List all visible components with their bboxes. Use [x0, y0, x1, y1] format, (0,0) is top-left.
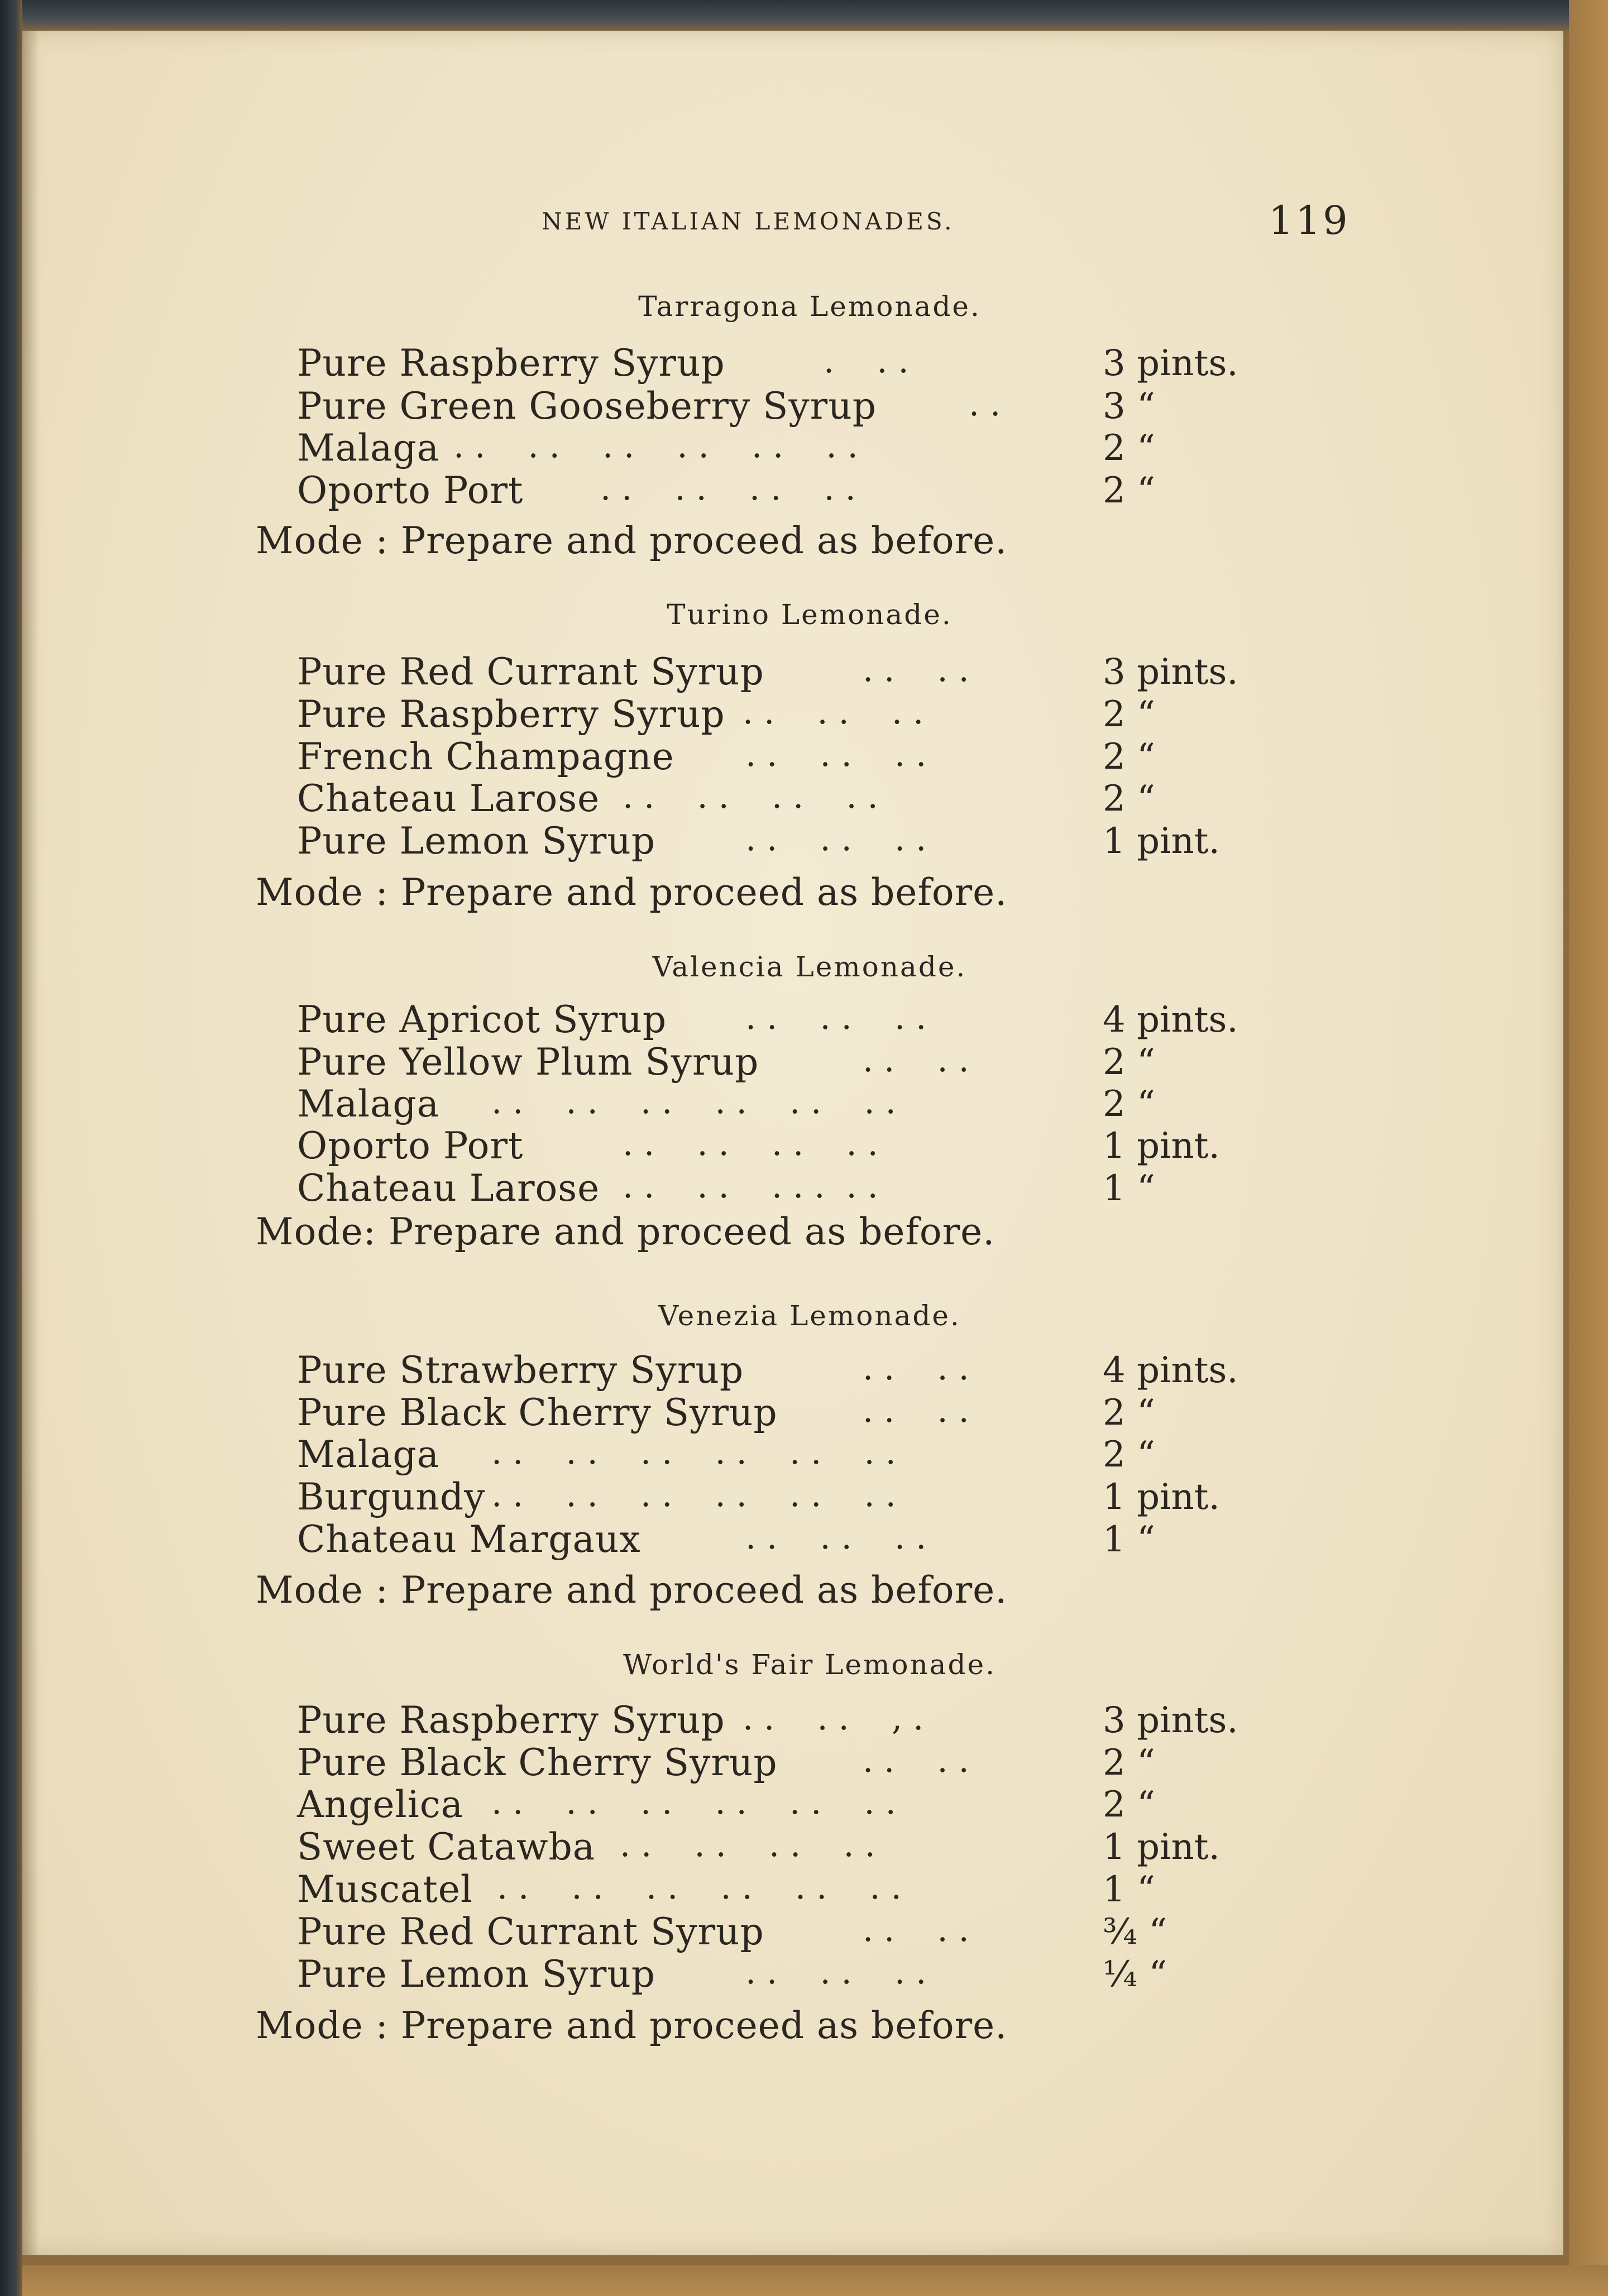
ingredient-name: Sweet Catawba [297, 1825, 596, 1868]
ingredient-quantity: 1 “ [1103, 1869, 1155, 1910]
mode-instruction: Mode : Prepare and proceed as before. [256, 871, 1008, 914]
ingredient-quantity: 1 pint. [1103, 1477, 1220, 1518]
ingredient-name: Pure Black Cherry Syrup [297, 1391, 778, 1434]
leader-dots: . . . . . . . . . . . . [491, 1475, 896, 1514]
ingredient-quantity: 2 “ [1103, 1742, 1155, 1784]
ingredient-quantity: 3 “ [1103, 386, 1155, 427]
leader-dots: . . . . . . . . . . . . [497, 1868, 902, 1907]
ingredient-quantity: 1 “ [1103, 1168, 1155, 1209]
ingredient-quantity: 2 “ [1103, 736, 1155, 778]
ingredient-name: Pure Red Currant Syrup [297, 650, 764, 693]
ingredient-row [0, 1433, 1608, 1475]
leader-dots: . . . . [863, 650, 969, 689]
ingredient-row [0, 650, 1608, 693]
ingredient-row [0, 1741, 1608, 1784]
leader-dots: . . . . [863, 1349, 969, 1388]
ingredient-row [0, 1518, 1608, 1560]
mode-instruction: Mode : Prepare and proceed as before. [256, 519, 1008, 562]
ingredient-row [0, 342, 1608, 384]
ingredient-row [0, 1953, 1608, 1995]
leader-dots: . . . . . . [745, 998, 927, 1037]
ingredient-quantity: 3 pints. [1103, 651, 1238, 693]
leader-dots: . . . . [863, 1041, 969, 1080]
ingredient-row [0, 1475, 1608, 1518]
ingredient-quantity: ¼ “ [1103, 1954, 1167, 1995]
ingredient-name: Chateau Margaux [297, 1518, 641, 1561]
leader-dots: . . . . . . [743, 693, 924, 732]
recipe-title: Venezia Lemonade. [658, 1300, 961, 1332]
leader-dots: . . . . . . . . [620, 1825, 875, 1864]
ingredient-row [0, 1041, 1608, 1083]
ingredient-name: Malaga [297, 1433, 439, 1476]
ingredient-row [0, 1825, 1608, 1868]
ingredient-quantity: 3 pints. [1103, 343, 1238, 384]
ingredient-row [0, 1349, 1608, 1391]
leader-dots: . . . . . . . . . . . . [491, 1433, 896, 1472]
leader-dots: . . . . [863, 1741, 969, 1780]
ingredient-quantity: 2 “ [1103, 1434, 1155, 1475]
ingredient-name: Pure Apricot Syrup [297, 998, 667, 1041]
ingredient-name: Pure Black Cherry Syrup [297, 1741, 778, 1784]
ingredient-quantity: 2 “ [1103, 694, 1155, 735]
ingredient-quantity: 4 pints. [1103, 1350, 1238, 1391]
ingredient-name: Pure Raspberry Syrup [297, 342, 725, 385]
page-number: 119 [1269, 198, 1350, 243]
recipe-title: Valencia Lemonade. [652, 951, 967, 983]
ingredient-name: Oporto Port [297, 469, 524, 512]
ingredient-name: Chateau Larose [297, 777, 600, 820]
ingredient-name: Oporto Port [297, 1124, 524, 1167]
leader-dots: . . . . , . [743, 1699, 924, 1738]
ingredient-row [0, 777, 1608, 819]
mode-instruction: Mode : Prepare and proceed as before. [256, 1569, 1008, 1612]
ingredient-row [0, 735, 1608, 778]
ingredient-quantity: 2 “ [1103, 470, 1155, 511]
ingredient-quantity: 2 “ [1103, 1392, 1155, 1434]
ingredient-row [0, 819, 1608, 862]
book-binding-top [0, 0, 1608, 33]
ingredient-row [0, 1082, 1608, 1125]
ingredient-row [0, 385, 1608, 427]
ingredient-name: Malaga [297, 1082, 439, 1125]
leader-dots: . . . . . . . . [623, 777, 878, 816]
leader-dots: . . . [824, 342, 909, 381]
ingredient-name: Pure Raspberry Syrup [297, 1699, 725, 1742]
leader-dots: . . . . . . . . . [623, 1167, 878, 1206]
ingredient-row [0, 469, 1608, 511]
ingredient-name: Pure Lemon Syrup [297, 819, 656, 862]
ingredient-quantity: 4 pints. [1103, 999, 1238, 1041]
leader-dots: . . . . . . . . [623, 1124, 878, 1163]
leader-dots: . . . . . . [745, 735, 927, 774]
leader-dots: . . . . [863, 1391, 969, 1430]
ingredient-row [0, 1783, 1608, 1825]
ingredient-quantity: 2 “ [1103, 1784, 1155, 1825]
ingredient-quantity: 1 “ [1103, 1519, 1155, 1560]
ingredient-name: Muscatel [297, 1868, 473, 1911]
ingredient-quantity: 2 “ [1103, 1084, 1155, 1125]
ingredient-row [0, 1910, 1608, 1953]
ingredient-quantity: 1 pint. [1103, 1125, 1220, 1167]
recipe-title: World's Fair Lemonade. [623, 1648, 996, 1681]
ingredient-quantity: 2 “ [1103, 1042, 1155, 1083]
ingredient-row [0, 1391, 1608, 1434]
ingredient-name: Pure Yellow Plum Syrup [297, 1041, 759, 1084]
recipe-title: Tarragona Lemonade. [638, 290, 981, 323]
ingredient-quantity: 2 “ [1103, 428, 1155, 469]
ingredient-row [0, 998, 1608, 1041]
mode-instruction: Mode : Prepare and proceed as before. [256, 2004, 1008, 2047]
ingredient-quantity: ¾ “ [1103, 1911, 1167, 1953]
running-head-title: NEW ITALIAN LEMONADES. [542, 208, 955, 235]
ingredient-name: Pure Strawberry Syrup [297, 1349, 744, 1392]
leader-dots: . . . . . . . . . . . . [491, 1783, 896, 1822]
ingredient-quantity: 3 pints. [1103, 1700, 1238, 1741]
ingredient-row [0, 1699, 1608, 1741]
leader-dots: . . . . . . . . [600, 469, 856, 508]
mode-instruction: Mode: Prepare and proceed as before. [256, 1210, 996, 1253]
ingredient-quantity: 2 “ [1103, 778, 1155, 819]
ingredient-row [0, 693, 1608, 735]
ingredient-name: Pure Raspberry Syrup [297, 693, 725, 736]
leader-dots: . . . . [863, 1910, 969, 1949]
ingredient-name: French Champagne [297, 735, 674, 778]
ingredient-row [0, 1167, 1608, 1209]
leader-dots: . . . . . . [745, 819, 927, 859]
ingredient-quantity: 1 pint. [1103, 821, 1220, 862]
leader-dots: . . . . . . . . . . . . [491, 1082, 896, 1121]
leader-dots: . . . . . . . . . . . . [453, 426, 858, 466]
ingredient-name: Angelica [297, 1783, 464, 1826]
ingredient-row [0, 1124, 1608, 1167]
ingredient-name: Pure Red Currant Syrup [297, 1910, 764, 1953]
ingredient-quantity: 1 pint. [1103, 1827, 1220, 1868]
ingredient-row [0, 1868, 1608, 1910]
leader-dots: . . . . . . [745, 1953, 927, 1992]
leader-dots: . . . . . . [745, 1518, 927, 1557]
ingredient-name: Pure Lemon Syrup [297, 1953, 656, 1996]
ingredient-name: Malaga [297, 426, 439, 469]
leader-dots: . . [969, 385, 1001, 424]
book-cover-edge-bottom [0, 2265, 1608, 2296]
ingredient-name: Pure Green Gooseberry Syrup [297, 385, 877, 428]
ingredient-name: Chateau Larose [297, 1167, 600, 1210]
ingredient-row [0, 426, 1608, 469]
ingredient-name: Burgundy [297, 1475, 486, 1518]
recipe-title: Turino Lemonade. [667, 598, 953, 631]
